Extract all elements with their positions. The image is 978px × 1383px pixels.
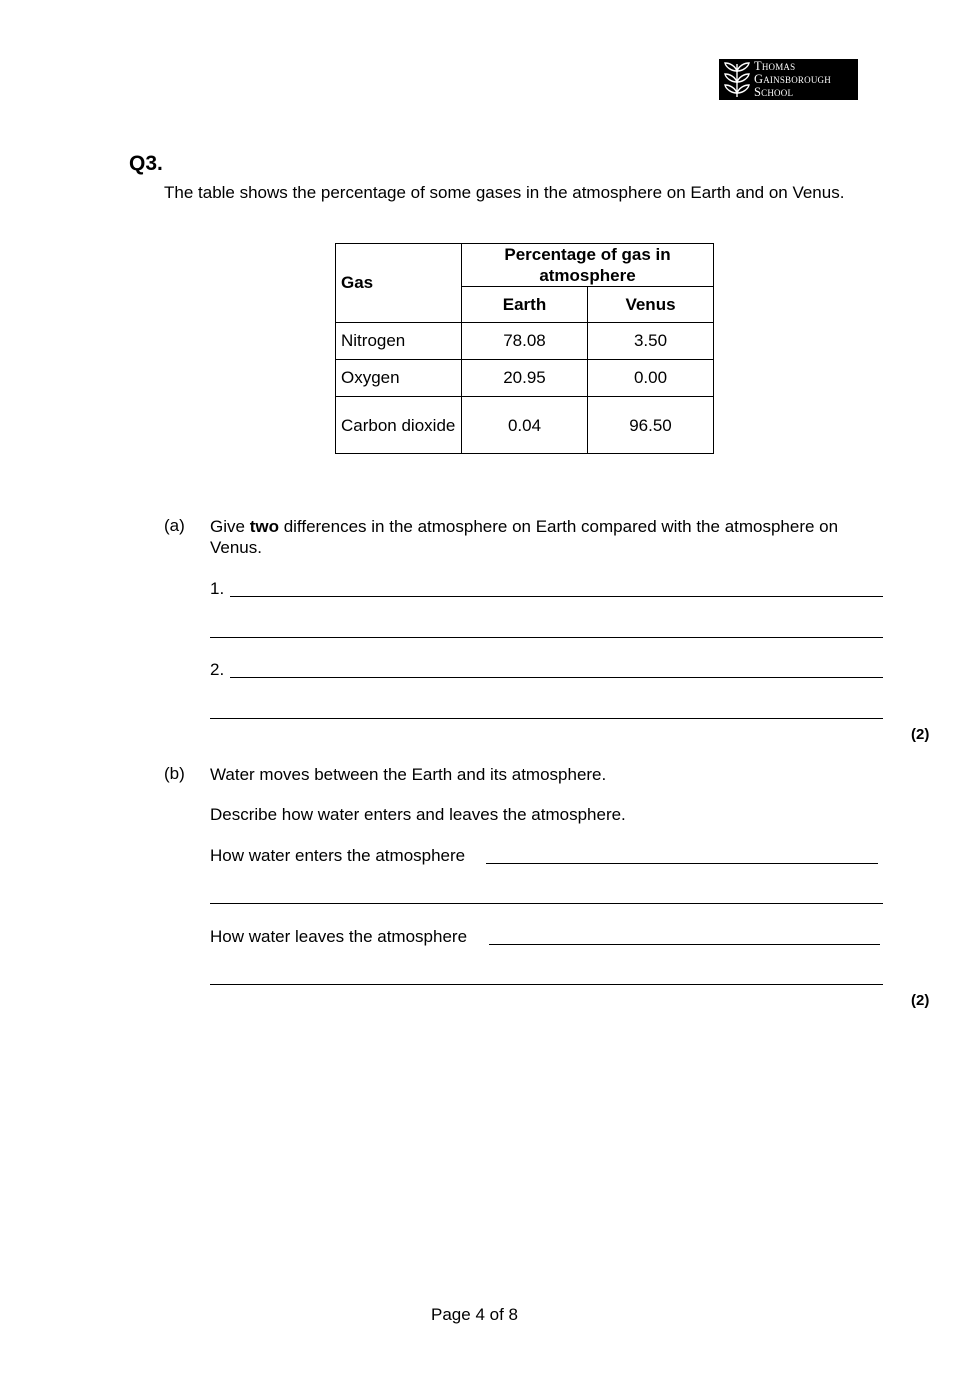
table-row bbox=[336, 360, 714, 397]
logo-line-3: School bbox=[754, 85, 794, 99]
part-b-marks: (2) bbox=[911, 992, 930, 1009]
venus-value: 0.00 bbox=[588, 360, 714, 397]
venus-value: 3.50 bbox=[588, 323, 714, 360]
part-a-prompt-start: Give bbox=[210, 517, 250, 536]
question-intro: The table shows the percentage of some gases in the atmosphere on Earth and on Venus. bbox=[164, 183, 845, 202]
answer-line-a3[interactable] bbox=[230, 677, 883, 678]
part-a-prompt-emphasis: two bbox=[249, 517, 279, 536]
answer-1-label: 1. bbox=[210, 579, 225, 598]
earth-value: 0.04 bbox=[462, 397, 588, 454]
answer-line-leaves-2[interactable] bbox=[210, 984, 883, 985]
answer-line-a1[interactable] bbox=[230, 596, 883, 597]
part-b-prompt: Describe how water enters and leaves the atmosphere. bbox=[210, 805, 626, 824]
gas-name: Nitrogen bbox=[336, 323, 462, 360]
gas-column-header: Gas bbox=[336, 244, 462, 323]
answer-line-leaves[interactable] bbox=[489, 944, 880, 945]
school-name bbox=[754, 60, 831, 99]
gas-table bbox=[335, 243, 714, 454]
part-a-prompt-end: differences in the atmosphere on Earth compared with the atmosphere on Venus. bbox=[210, 517, 839, 557]
leaves-label: How water leaves the atmosphere bbox=[210, 927, 468, 946]
table-row bbox=[336, 397, 714, 454]
part-a-prompt bbox=[210, 516, 890, 558]
answer-2-label: 2. bbox=[210, 660, 225, 679]
part-b-label: (b) bbox=[164, 764, 185, 783]
leaf-sprig-icon bbox=[722, 61, 752, 98]
table-header-row bbox=[336, 244, 714, 287]
question-number: Q3. bbox=[129, 152, 163, 175]
part-a-marks: (2) bbox=[911, 726, 930, 743]
earth-value: 20.95 bbox=[462, 360, 588, 397]
gas-name: Carbon dioxide bbox=[336, 397, 462, 454]
enters-label: How water enters the atmosphere bbox=[210, 846, 466, 865]
answer-line-a2[interactable] bbox=[210, 637, 883, 638]
venus-column-header: Venus bbox=[588, 287, 714, 323]
earth-value: 78.08 bbox=[462, 323, 588, 360]
percentage-group-header: Percentage of gas in atmosphere bbox=[462, 244, 714, 287]
page-number: Page 4 of 8 bbox=[431, 1305, 518, 1324]
answer-line-enters-2[interactable] bbox=[210, 903, 883, 904]
part-a-label: (a) bbox=[164, 516, 185, 535]
school-logo bbox=[719, 59, 858, 100]
part-b-statement: Water moves between the Earth and its atmosphere. bbox=[210, 765, 607, 784]
venus-value: 96.50 bbox=[588, 397, 714, 454]
logo-line-2: Gainsborough bbox=[754, 72, 831, 86]
table-row bbox=[336, 323, 714, 360]
logo-line-1: Thomas bbox=[754, 59, 796, 73]
answer-line-a4[interactable] bbox=[210, 718, 883, 719]
gas-name: Oxygen bbox=[336, 360, 462, 397]
earth-column-header: Earth bbox=[462, 287, 588, 323]
answer-line-enters[interactable] bbox=[486, 863, 878, 864]
